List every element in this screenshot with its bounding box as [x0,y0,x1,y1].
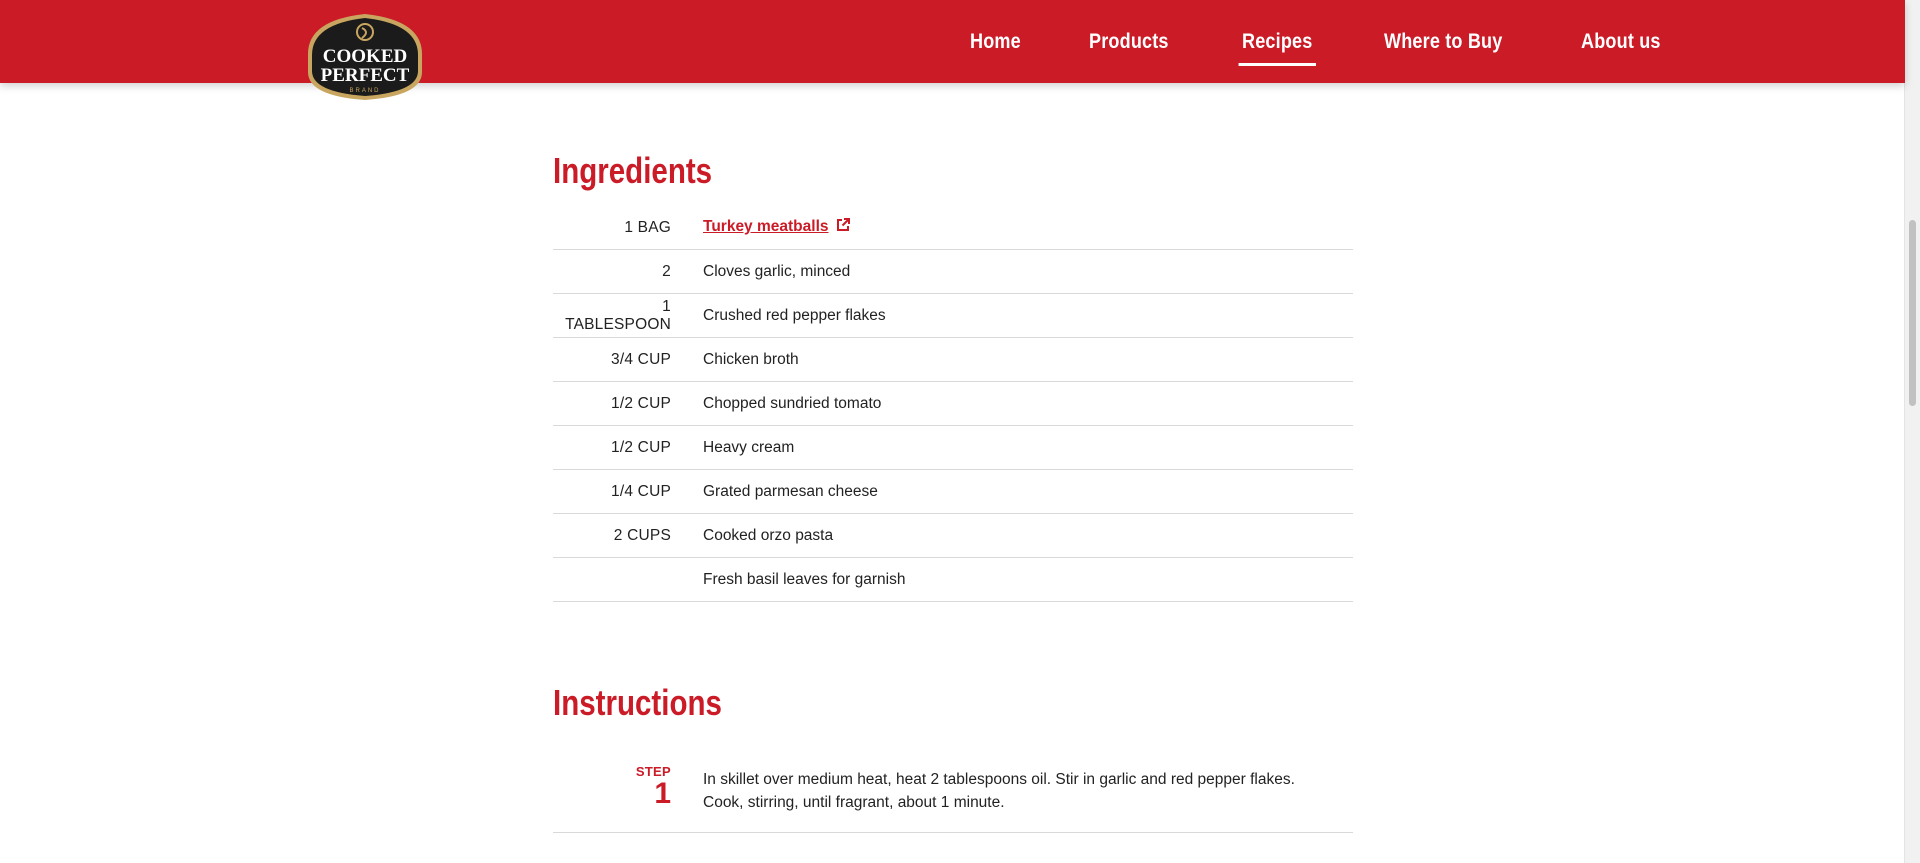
ingredient-qty: 1 BAG [624,218,671,236]
step-text: In skillet over medium heat, heat 2 tablespoons oil. Stir in garlic and red pepper flakes. Cook, stirring, until fragrant, about 1 minute. [703,771,1295,811]
ingredient-row [553,250,1353,294]
ingredient-qty: 3/4 CUP [611,350,671,368]
ingredient-name: Fresh basil leaves for garnish [703,570,906,588]
page-scrollbar[interactable] [1904,0,1920,863]
external-link-icon[interactable] [835,217,851,238]
ingredient-qty: 2 [662,262,671,280]
ingredient-name [703,217,1353,238]
nav-about-us[interactable]: About us [1581,29,1662,53]
ingredient-row [553,382,1353,426]
ingredient-row [553,426,1353,470]
ingredient-qty: 1/2 CUP [611,438,671,456]
nav-home[interactable]: Home [970,29,1021,53]
main-nav [970,0,1734,83]
nav-products[interactable]: Products [1089,29,1169,53]
ingredient-qty: 1/4 CUP [611,482,671,500]
nav-where-to-buy[interactable]: Where to Buy [1383,29,1503,53]
logo-badge-icon [300,10,430,102]
scrollbar-thumb[interactable] [1909,220,1916,406]
step-word: STEP [635,764,671,779]
ingredient-name: Heavy cream [703,438,795,456]
ingredient-row [553,514,1353,558]
ingredients-title: Ingredients [553,150,713,191]
turkey-meatballs-link[interactable]: Turkey meatballs [703,218,829,235]
instructions-title: Instructions [553,682,722,723]
ingredient-name: Cooked orzo pasta [703,526,834,544]
ingredient-row [553,294,1353,338]
ingredient-row [553,558,1353,602]
ingredient-name: Cloves garlic, minced [703,262,851,280]
logo-text-line3: BRAND [349,88,381,94]
ingredient-qty: 1/2 CUP [611,394,671,412]
ingredient-row [553,338,1353,382]
ingredient-name: Grated parmesan cheese [703,482,878,500]
logo-text-line2: PERFECT [320,65,410,86]
ingredient-qty: 2 CUPS [613,526,671,544]
ingredient-row [553,206,1353,250]
site-header [0,0,1905,83]
ingredients-table [553,206,1353,602]
logo-text-line1: COOKED [322,46,408,67]
step-label [553,764,703,814]
ingredient-qty: 1 TABLESPOON [565,297,671,333]
recipe-content [553,150,1353,833]
nav-recipes[interactable]: Recipes [1241,29,1313,53]
ingredient-name: Chicken broth [703,350,799,368]
brand-logo[interactable] [300,10,430,102]
ingredient-row [553,470,1353,514]
step-number: 1 [654,777,671,810]
ingredient-name: Crushed red pepper flakes [703,306,886,324]
instruction-step [553,764,1353,833]
ingredient-name: Chopped sundried tomato [703,394,882,412]
